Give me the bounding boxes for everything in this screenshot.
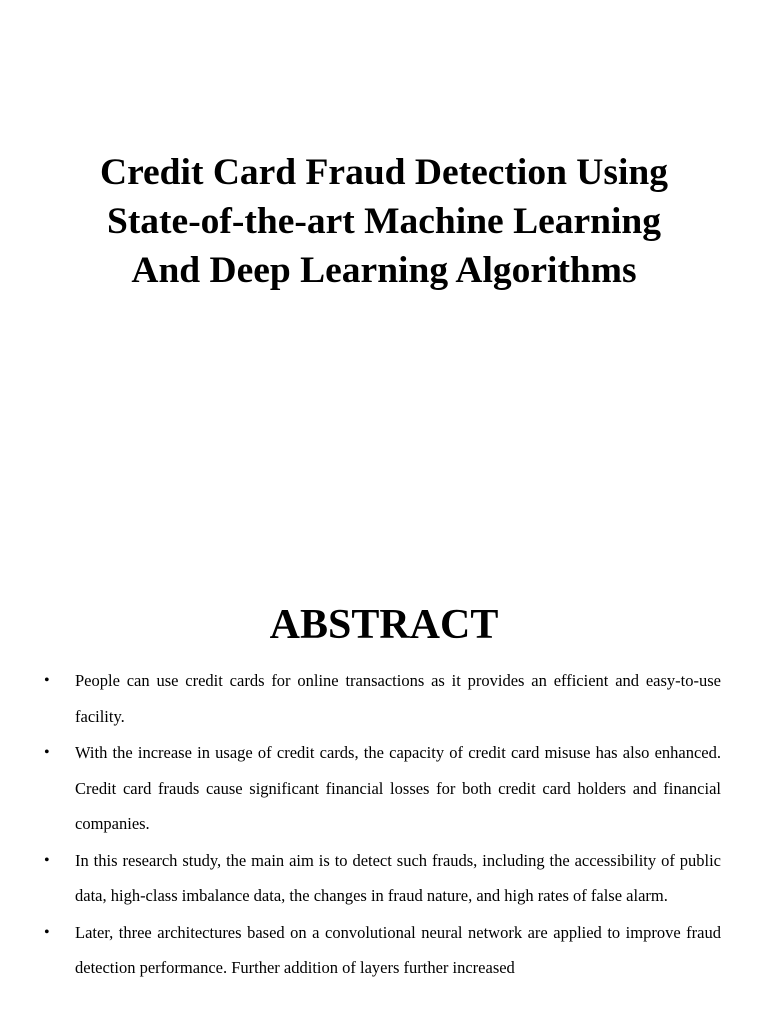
title-line-3: And Deep Learning Algorithms <box>131 250 637 291</box>
title-line-2: State-of-the-art Machine Learning <box>106 201 662 242</box>
abstract-bullet-list <box>0 663 768 987</box>
bullet-text: People can use credit cards for online transactions as it provides an efficient and easy-to-use facility. <box>75 671 721 726</box>
bullet-text: Later, three architectures based on a convolutional neural network are applied to improve fraud detection performance. Further addition of layers further increased <box>75 922 721 977</box>
title-line-1: Credit Card Fraud Detection Using <box>99 152 668 193</box>
bullet-icon: • <box>44 744 50 761</box>
bullet-icon: • <box>44 672 50 689</box>
document-title <box>40 148 728 295</box>
bullet-text: In this research study, the main aim is to detect such frauds, including the accessibility of public data, high-class imbalance data, the changes in fraud nature, and high rates of false alarm. <box>75 850 721 905</box>
bullet-text: With the increase in usage of credit cards, the capacity of credit card misuse has also enhanced. Credit card frauds cause significant financial losses for both credit card holders and financial companies. <box>75 743 721 833</box>
abstract-bullet-1 <box>0 663 721 734</box>
abstract-bullet-4 <box>0 915 721 986</box>
bullet-icon: • <box>44 851 50 869</box>
abstract-heading: ABSTRACT <box>269 602 499 648</box>
abstract-bullet-3 <box>0 843 721 914</box>
abstract-bullet-2 <box>0 735 721 842</box>
bullet-icon: • <box>44 923 50 941</box>
